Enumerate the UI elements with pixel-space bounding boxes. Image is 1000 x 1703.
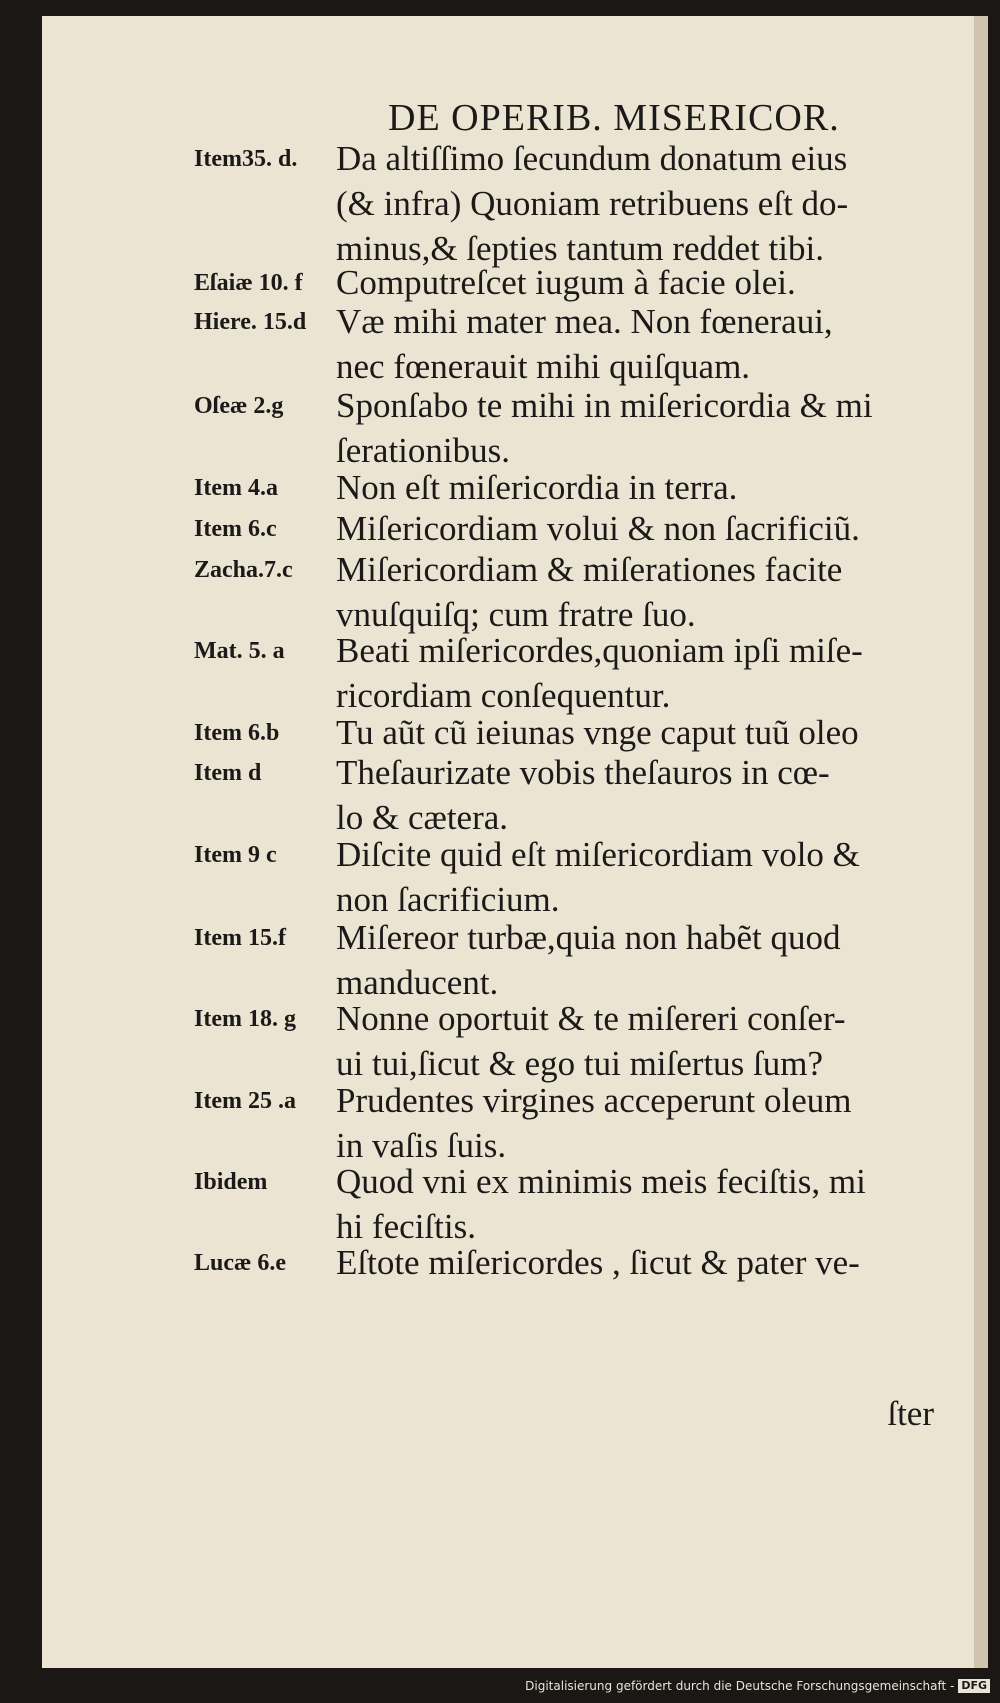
marginal-reference: Ibidem — [194, 1169, 268, 1195]
marginal-reference: Hiere. 15.d — [194, 309, 307, 335]
entry-text — [336, 628, 996, 718]
text-line: Nonne oportuit & te miſereri conſer- — [336, 999, 846, 1038]
entry-text — [336, 832, 996, 922]
entry-text — [336, 996, 996, 1086]
text-line: Miſericordiam volui & non ſacrificiũ. — [336, 509, 860, 548]
text-line: non ſacrificium. — [336, 880, 560, 919]
text-line: manducent. — [336, 963, 499, 1002]
text-line: Quod vni ex minimis meis feciſtis, mi — [336, 1162, 866, 1201]
text-line: Miſericordiam & miſerationes facite — [336, 550, 843, 589]
entry-text — [336, 547, 996, 637]
marginal-reference: Item d — [194, 760, 262, 786]
text-line: minus,& ſepties tantum reddet tibi. — [336, 229, 824, 268]
text-line: Non eſt miſericordia in terra. — [336, 468, 738, 507]
catchword: ſter — [887, 1394, 934, 1433]
entry-text — [336, 1078, 996, 1168]
text-line: Eſtote miſericordes , ſicut & pater ve- — [336, 1243, 860, 1282]
text-line: (& infra) Quoniam retribuens eſt do- — [336, 184, 849, 223]
entry-text — [336, 750, 996, 840]
marginal-reference: Mat. 5. a — [194, 638, 285, 664]
text-line: vnuſquiſq; cum fratre ſuo. — [336, 595, 696, 634]
text-line: ricordiam conſequentur. — [336, 676, 671, 715]
text-line: ſerationibus. — [336, 431, 510, 470]
entry-text — [336, 1159, 996, 1249]
dfg-logo: DFG — [958, 1679, 990, 1693]
marginal-reference: Item 6.c — [194, 516, 277, 542]
marginal-reference: Zacha.7.c — [194, 557, 293, 583]
marginal-reference: Item 4.a — [194, 475, 278, 501]
entry-text — [336, 1240, 996, 1285]
marginal-reference: Item 18. g — [194, 1006, 296, 1032]
entry-text — [336, 136, 996, 271]
text-line: Computreſcet iugum à facie olei. — [336, 263, 796, 302]
entry-text — [336, 299, 996, 389]
text-line: Theſaurizate vobis theſauros in cœ- — [336, 753, 830, 792]
text-line: Da altiſſimo ſecundum donatum eius — [336, 139, 848, 178]
marginal-reference: Item 15.f — [194, 925, 286, 951]
book-page — [42, 16, 988, 1668]
marginal-reference: Lucæ 6.e — [194, 1250, 286, 1276]
entry-text — [336, 915, 996, 1005]
marginal-reference: Item35. d. — [194, 146, 298, 172]
marginal-reference: Eſaiæ 10. f — [194, 270, 303, 296]
text-line: in vaſis ſuis. — [336, 1126, 507, 1165]
text-line: Prudentes virgines acceperunt oleum — [336, 1081, 852, 1120]
footer-text: Digitalisierung gefördert durch die Deutsche Forschungsgemeinschaft - — [525, 1679, 955, 1693]
marginal-reference: Oſeæ 2.g — [194, 393, 284, 419]
entry-text — [336, 710, 996, 755]
text-line: Miſereor turbæ,quia non habẽt quod — [336, 918, 841, 957]
text-line: Sponſabo te mihi in miſericordia & mi — [336, 386, 873, 425]
text-line: Tu aũt cũ ieiunas vnge caput tuũ oleo — [336, 713, 859, 752]
text-line: Diſcite quid eſt miſericordiam volo & — [336, 835, 860, 874]
text-line: lo & cætera. — [336, 798, 509, 837]
entry-text — [336, 465, 996, 510]
text-line: ui tui,ſicut & ego tui miſertus ſum? — [336, 1044, 824, 1083]
text-line: nec fœnerauit mihi quiſquam. — [336, 347, 751, 386]
entry-text — [336, 506, 996, 551]
marginal-reference: Item 25 .a — [194, 1088, 296, 1114]
text-line: Beati miſericordes,quoniam ipſi miſe- — [336, 631, 863, 670]
digitization-footer — [525, 1679, 990, 1693]
marginal-reference: Item 9 c — [194, 842, 277, 868]
text-line: Væ mihi mater mea. Non fœneraui, — [336, 302, 833, 341]
running-head: DE OPERIB. MISERICOR. — [388, 97, 840, 139]
marginal-reference: Item 6.b — [194, 720, 280, 746]
text-line: hi feciſtis. — [336, 1207, 476, 1246]
entry-text — [336, 383, 996, 473]
